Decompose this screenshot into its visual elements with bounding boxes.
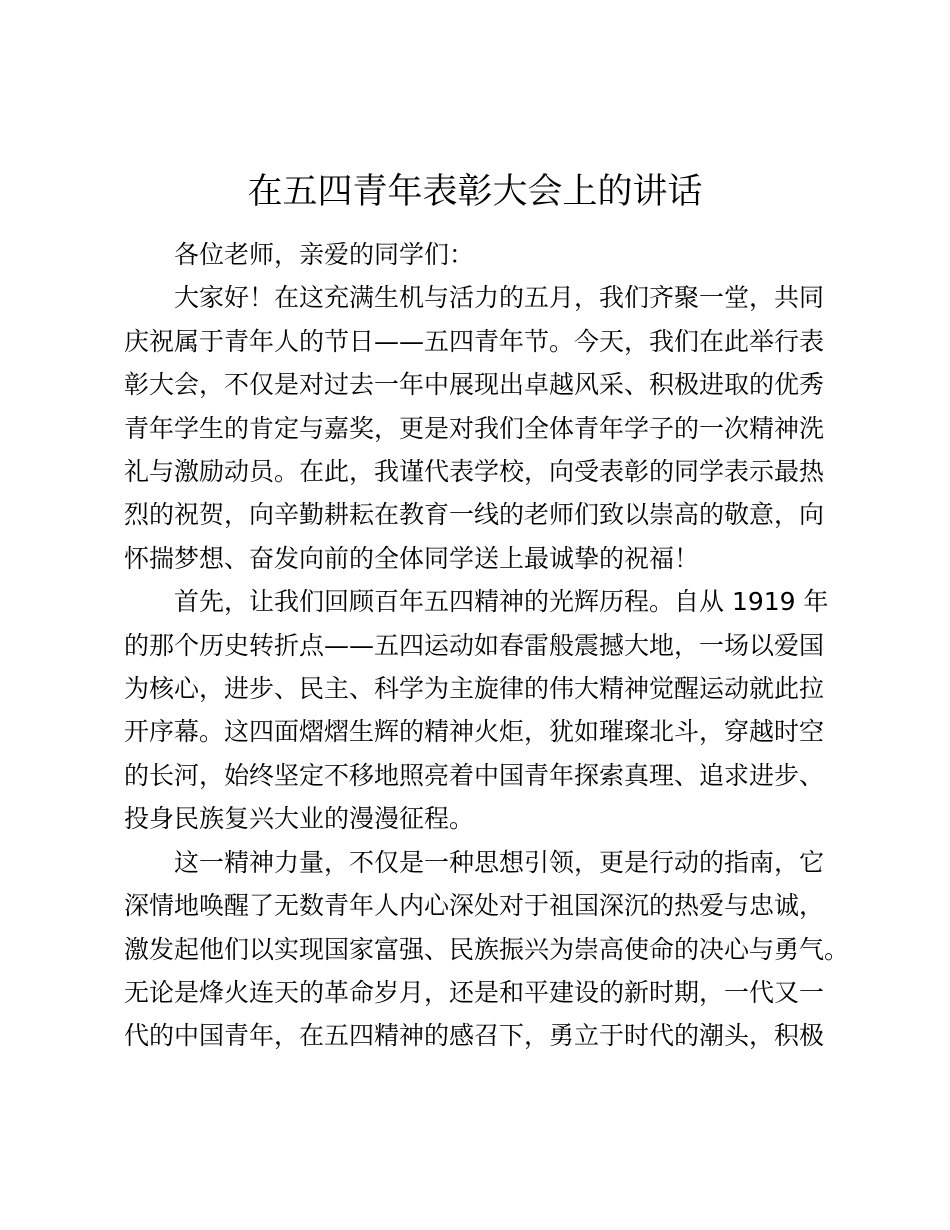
document-title: 在五四青年表彰大会上的讲话	[247, 172, 703, 212]
document-body	[124, 233, 850, 1058]
paragraph-2-line-3: 为核心，进步、民主、科学为主旋律的伟大精神觉醒运动就此拉	[124, 674, 825, 704]
paragraph-2-line-5: 的长河，始终坚定不移地照亮着中国青年探索真理、追求进步、	[124, 760, 825, 790]
paragraph-1-line-6: 烈的祝贺，向辛勤耕耘在教育一线的老师们致以崇高的敬意，向	[124, 500, 825, 530]
paragraph-2-line-6: 投身民族复兴大业的漫漫征程。	[124, 804, 475, 834]
salutation-line: 各位老师，亲爱的同学们：	[174, 240, 475, 269]
paragraph-1-line-5: 礼与激励动员。在此，我谨代表学校，向受表彰的同学表示最热	[124, 457, 825, 487]
paragraph-1-line-3: 彰大会，不仅是对过去一年中展现出卓越风采、积极进取的优秀	[124, 370, 825, 400]
paragraph-1-line-2: 庆祝属于青年人的节日——五四青年节。今天，我们在此举行表	[124, 326, 825, 356]
paragraph-1-line-1: 大家好！在这充满生机与活力的五月，我们齐聚一堂，共同	[174, 283, 825, 313]
paragraph-2-line-2: 的那个历史转折点——五四运动如春雷般震撼大地，一场以爱国	[124, 630, 825, 660]
paragraph-3-line-1: 这一精神力量，不仅是一种思想引领，更是行动的指南，它	[174, 847, 825, 877]
paragraph-3-line-5: 代的中国青年，在五四精神的感召下，勇立于时代的潮头，积极	[124, 1021, 825, 1051]
paragraph-2-line-4: 开序幕。这四面熠熠生辉的精神火炬，犹如璀璨北斗，穿越时空	[124, 717, 825, 747]
paragraph-3-line-4: 无论是烽火连天的革命岁月，还是和平建设的新时期，一代又一	[124, 977, 825, 1007]
paragraph-3-line-2: 深情地唤醒了无数青年人内心深处对于祖国深沉的热爱与忠诚，	[124, 891, 825, 921]
paragraph-3-line-3: 激发起他们以实现国家富强、民族振兴为崇高使命的决心与勇气。	[124, 934, 850, 964]
paragraph-2-line-1: 首先，让我们回顾百年五四精神的光辉历程。自从 1919 年	[174, 587, 829, 617]
paragraph-1-line-4: 青年学生的肯定与嘉奖，更是对我们全体青年学子的一次精神洗	[124, 413, 825, 443]
paragraph-1-line-7: 怀揣梦想、奋发向前的全体同学送上最诚挚的祝福！	[124, 543, 700, 573]
